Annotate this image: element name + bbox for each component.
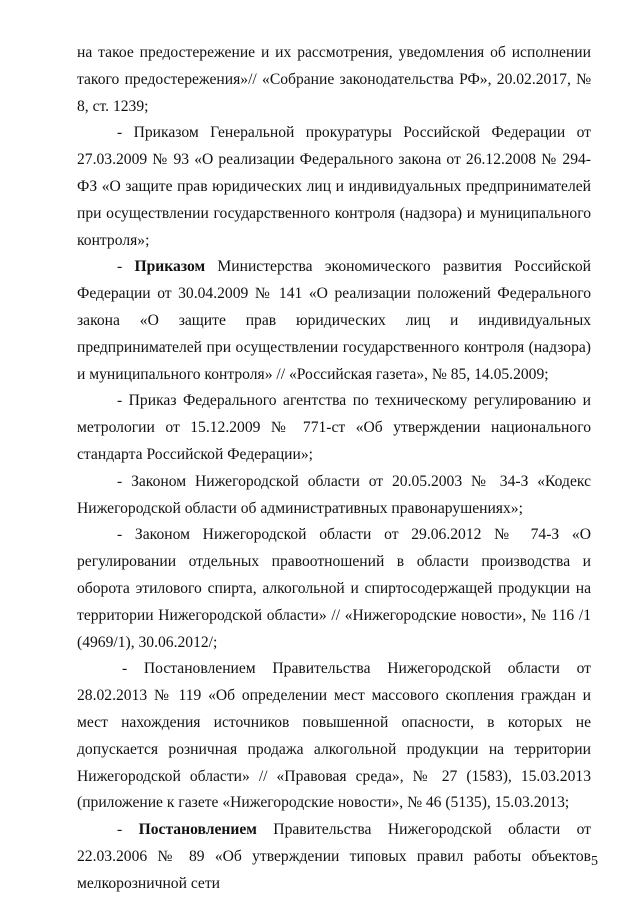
paragraph-government-resolution-89: [77, 817, 591, 897]
paragraph-body: Правительства Нижегородской области от 22.03.2006 № 89 «Об утверждении типовых правил работы объектов мелкорозничной сети: [77, 821, 592, 892]
bold-term: Приказом: [134, 258, 206, 276]
paragraph-continuation: на такое предостережение и их рассмотрения, уведомления об исполнении такого предостережения»// «Собрание законодательства РФ», 20.02.2017, № 8, ст. 1239;: [77, 44, 591, 115]
paragraph-prefix: -: [117, 821, 139, 839]
paragraph-admin-code-law: - Законом Нижегородской области от 20.05.2003 № 34-З «Кодекс Нижегородской области об административных правонарушениях»;: [77, 472, 591, 517]
paragraph-government-resolution-119: - Постановлением Правительства Нижегородской области от 28.02.2013 № 119 «Об определении мест массового скопления граждан и мест нахождения источников повышенной опасности, в которых не допускается розничная продажа алкогольной продукции на территории Нижегородской области» // «Правовая среда», № 27 (1583), 15.03.2013 (приложение к газете «Нижегородские новости», № 46 (5135), 15.03.2013;: [77, 660, 591, 812]
paragraph-prefix: -: [117, 258, 135, 276]
paragraph-metrology-order: - Приказ Федерального агентства по техническому регулированию и метрологии от 15.12.2009 № 771-ст «Об утверждении национального стандарта Российской Федерации»;: [77, 392, 591, 463]
paragraph-alcohol-law: - Законом Нижегородской области от 29.06.2012 № 74-З «О регулировании отдельных правоотношений в области производства и оборота этилового спирта, алкогольной и спиртосодержащей продукции на территории Нижегородской области» // «Нижегородские новости», № 116 /1 (4969/1), 30.06.2012/;: [77, 526, 591, 651]
page-number: 5: [591, 854, 598, 869]
paragraph-body: Министерства экономического развития Российской Федерации от 30.04.2009 № 141 «О реализации положений Федерального закона «О защите прав юридических лиц и индивидуальных предпринимателей при осуществлении государственного контроля (надзора) и муниципального контроля» // «Российская газета», № 85, 14.05.2009;: [77, 258, 591, 383]
paragraph-economy-ministry-order: [77, 254, 591, 388]
bold-term: Постановлением: [138, 821, 257, 839]
paragraph-prosecutor-order: - Приказом Генеральной прокуратуры Российской Федерации от 27.03.2009 № 93 «О реализации Федерального закона от 26.12.2008 № 294-ФЗ «О защите прав юридических лиц и индивидуальных предпринимателей при осуществлении государственного контроля (надзора) и муниципального контроля»;: [77, 124, 591, 249]
document-body: [77, 40, 591, 898]
